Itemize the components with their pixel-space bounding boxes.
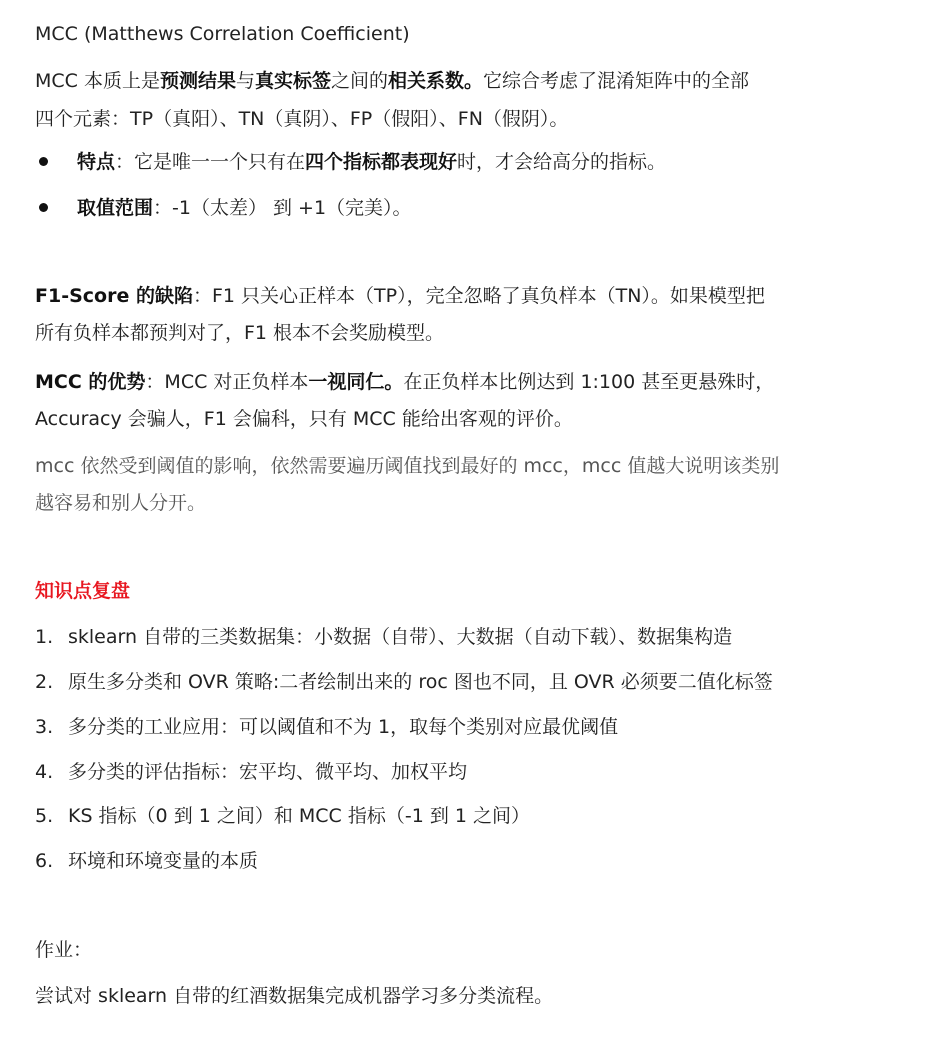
homework-title: 作业： xyxy=(35,939,93,961)
mcc-heading: MCC (Matthews Correlation Coefficient) xyxy=(35,23,410,45)
mcc-intro-line-1: MCC 本质上是预测结果与真实标签之间的相关系数。它综合考虑了混淆矩阵中的全部 xyxy=(35,70,750,92)
review-item: 2. 原生多分类和 OVR 策略:二者绘制出来的 roc 图也不同，且 OVR 必须要二值化标签 xyxy=(35,671,773,693)
note-line-1: mcc 依然受到阈值的影响，依然需要遍历阈值找到最好的 mcc，mcc 值越大说明该类别 xyxy=(35,455,780,477)
review-item: 4. 多分类的评估指标：宏平均、微平均、加权平均 xyxy=(35,761,468,783)
bullet-dot-icon xyxy=(39,157,48,166)
mcc-advantage-line-1: MCC 的优势：MCC 对正负样本一视同仁。在正负样本比例达到 1:100 甚至更悬殊时， xyxy=(35,371,775,393)
bullet-feature: 特点：它是唯一一个只有在四个指标都表现好时，才会给高分的指标。 xyxy=(35,148,666,177)
homework-text: 尝试对 sklearn 自带的红酒数据集完成机器学习多分类流程。 xyxy=(35,985,554,1007)
review-title: 知识点复盘 xyxy=(35,580,131,602)
review-item: 5. KS 指标（0 到 1 之间）和 MCC 指标（-1 到 1 之间） xyxy=(35,805,531,827)
review-item: 6. 环境和环境变量的本质 xyxy=(35,850,259,872)
review-item: 1. sklearn 自带的三类数据集：小数据（自带）、大数据（自动下载）、数据集构造 xyxy=(35,626,733,648)
f1-defect-line-2: 所有负样本都预判对了，F1 根本不会奖励模型。 xyxy=(35,322,445,344)
f1-defect-line-1: F1-Score 的缺陷：F1 只关心正样本（TP），完全忽略了真负样本（TN）。如果模型把 xyxy=(35,285,765,307)
review-item: 3. 多分类的工业应用：可以阈值和不为 1，取每个类别对应最优阈值 xyxy=(35,716,619,738)
mcc-intro-line-2: 四个元素：TP（真阳）、TN（真阴）、FP（假阳）、FN（假阴）。 xyxy=(35,108,569,130)
note-line-2: 越容易和别人分开。 xyxy=(35,492,207,514)
bullet-dot-icon xyxy=(39,203,48,212)
bullet-range: 取值范围：-1（太差） 到 +1（完美）。 xyxy=(35,194,412,223)
mcc-advantage-line-2: Accuracy 会骗人，F1 会偏科，只有 MCC 能给出客观的评价。 xyxy=(35,408,573,430)
